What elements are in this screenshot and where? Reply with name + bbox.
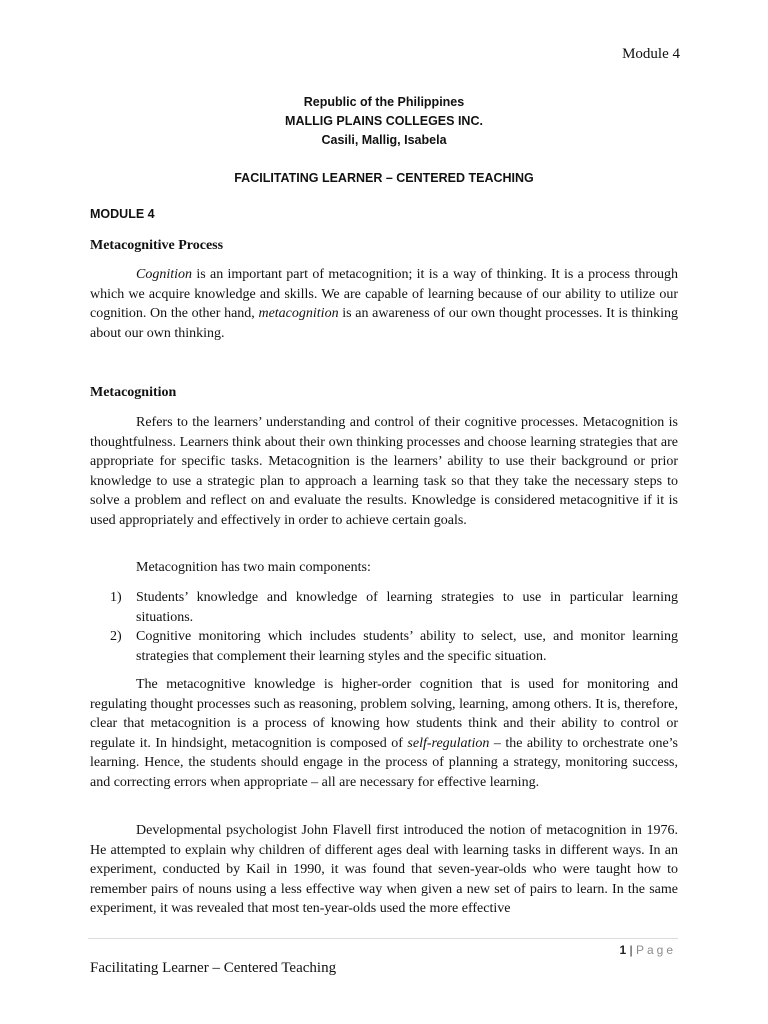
components-list bbox=[90, 588, 678, 666]
paragraph-text: – the ability to orchestrate one’s learning. Hence, the students should engage in the process of planning a strategy, monitoring success, and correcting errors when appropriate – all are necessary for effective learning. bbox=[90, 735, 679, 790]
module-label: Module 4 bbox=[622, 46, 680, 62]
section-heading-metacognitive-process: Metacognitive Process bbox=[90, 238, 224, 253]
self-regulation-term: self-regulation bbox=[407, 735, 490, 751]
paragraph-metacognitive-knowledge bbox=[90, 675, 678, 792]
footer-divider bbox=[88, 938, 678, 939]
paragraph-metacognition-definition: Refers to the learners’ understanding and control of their cognitive processes. Metacognition is thoughtfulness. Learners think about their own thinking processes and choose learning strategies that are appropriate for specific tasks. Metacognition is the learners’ ability to use their background or prior knowledge to use a strategic plan to approach a learning task so that they take the necessary steps to solve a problem and reflect on and evaluate the results. Knowledge is considered metacognitive if it is used appropriately and effectively in order to achieve certain goals. bbox=[90, 415, 678, 528]
list-number: 2) bbox=[110, 629, 122, 644]
paragraph-text: The metacognitive knowledge is higher-order cognition that is used for monitoring and regulating thought processes such as reasoning, problem solving, learning, among others. It is, therefore, clear that metacognition is a process of knowing how students think and their ability to control or regulate it. In hindsight, metacognition is composed of bbox=[90, 677, 678, 751]
list-item-text: Students’ knowledge and knowledge of learning strategies to use in particular learning situations. bbox=[136, 590, 678, 625]
module-heading: MODULE 4 bbox=[90, 207, 155, 221]
cognition-term: Cognition bbox=[136, 267, 193, 282]
paragraph-cognition bbox=[90, 265, 678, 343]
country-line: Republic of the Philippines bbox=[303, 95, 465, 109]
page-separator: | bbox=[629, 943, 633, 957]
institution-header bbox=[0, 93, 768, 150]
paragraph-components-intro: Metacognition has two main components: bbox=[136, 560, 371, 575]
paragraph-text: is an awareness of our own thought processes. It is thinking about our own thinking. bbox=[90, 306, 679, 341]
paragraph-flavell: Developmental psychologist John Flavell first introduced the notion of metacognition in 1976. He attempted to explain why children of different ages deal with learning tasks in different ways. In an experiment, conducted by Kail in 1990, it was found that seven-year-olds who were taught how to remember pairs of nouns using a less effective way when given a new set of pairs to learn. In the same experiment, it was revealed that most ten-year-olds used the more effective bbox=[90, 823, 678, 916]
list-number: 1) bbox=[110, 590, 122, 605]
page-word: Page bbox=[635, 943, 676, 957]
course-title: FACILITATING LEARNER – CENTERED TEACHING bbox=[234, 171, 534, 185]
college-address: Casili, Mallig, Isabela bbox=[321, 133, 447, 147]
section-heading-metacognition: Metacognition bbox=[90, 385, 177, 400]
list-item-text: Cognitive monitoring which includes students’ ability to select, use, and monitor learning strategies that complement their learning styles and the specific situation. bbox=[136, 629, 678, 664]
metacognition-term: metacognition bbox=[258, 306, 339, 321]
page-number bbox=[619, 943, 676, 957]
college-name: MALLIG PLAINS COLLEGES INC. bbox=[285, 114, 483, 128]
footer-title: Facilitating Learner – Centered Teaching bbox=[90, 960, 337, 976]
list-item bbox=[90, 627, 678, 666]
paragraph-text: is an important part of metacognition; it is a way of thinking. It is a process through which we acquire knowledge and skills. We are capable of learning because of our ability to utilize our cognition. On the other hand, bbox=[90, 267, 678, 321]
list-item bbox=[90, 588, 678, 627]
page-number-value: 1 bbox=[619, 943, 627, 957]
